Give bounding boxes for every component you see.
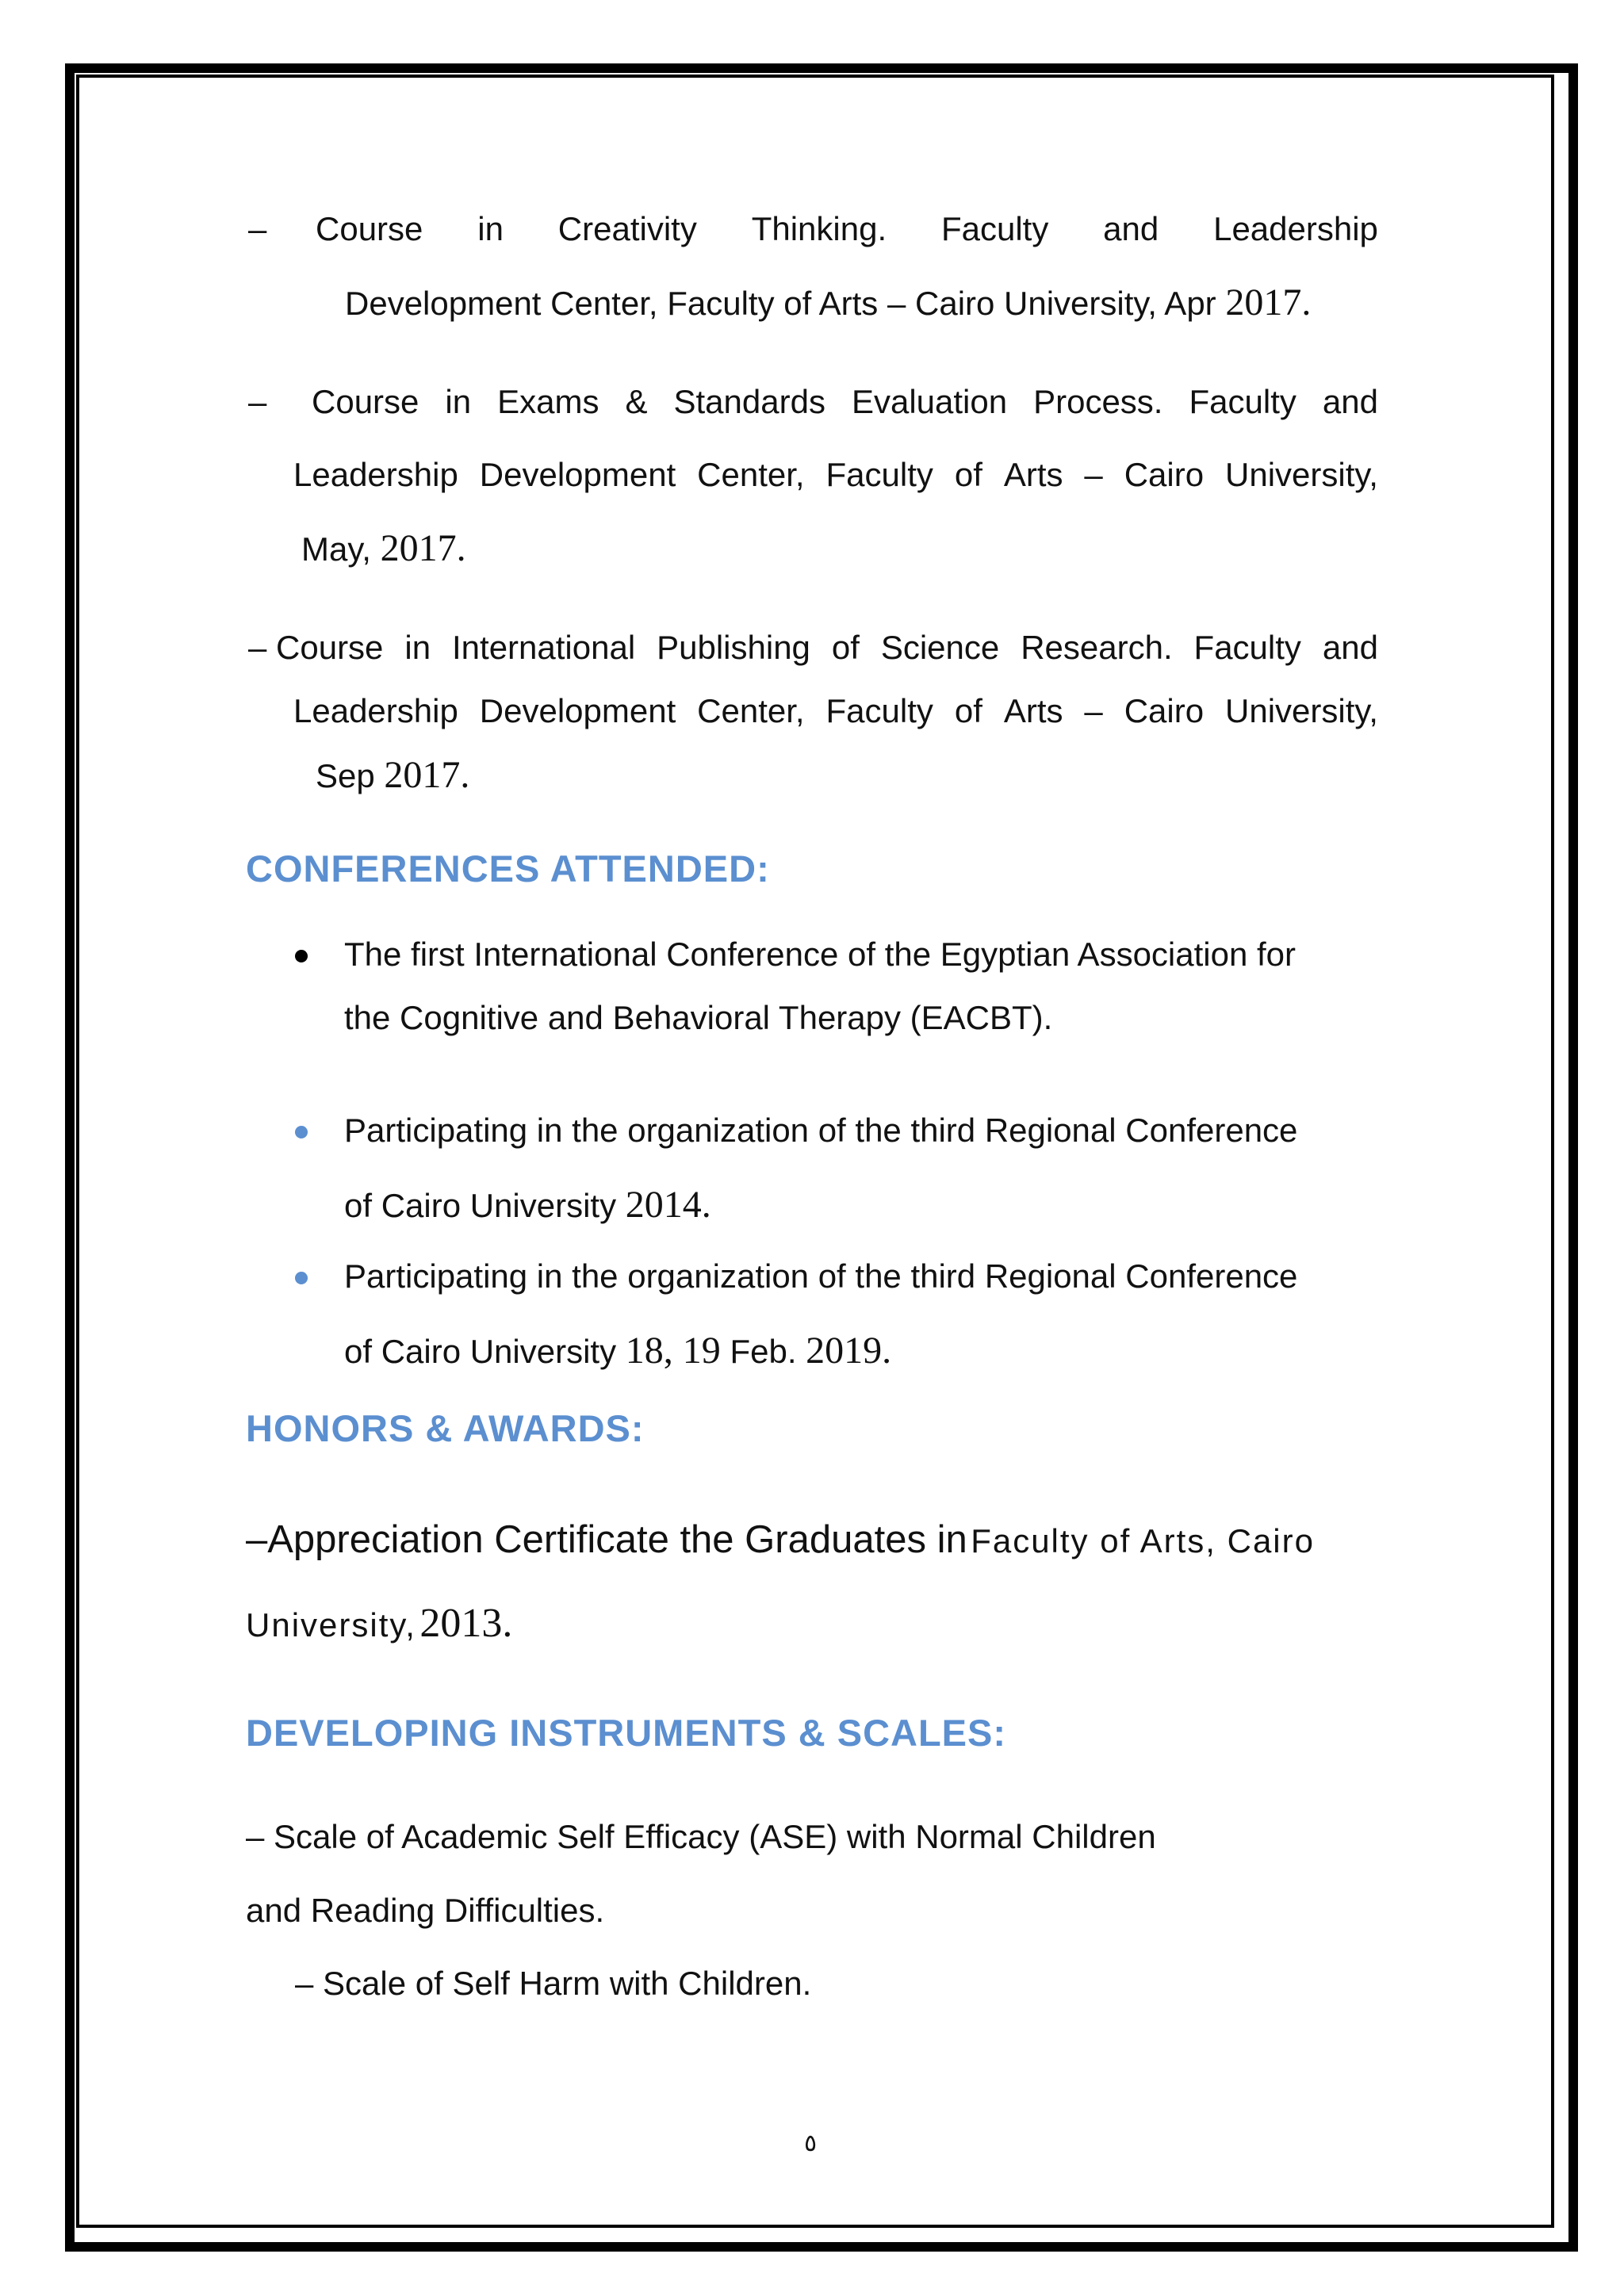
conference-3-line-2 [344, 1332, 891, 1370]
course-1-text: Development Center, Faculty of Arts – Cairo University, Apr [345, 285, 1216, 322]
word: and [1322, 383, 1378, 420]
honor-line-2 [246, 1600, 512, 1647]
honor-text: –Appreciation Certificate the Graduates in [246, 1518, 967, 1561]
word: Evaluation [851, 383, 1008, 420]
word: Center, [697, 456, 805, 493]
word: Faculty [1189, 383, 1297, 420]
bullet-icon [295, 1272, 308, 1284]
conference-1-line-2: the Cognitive and Behavioral Therapy (EACBT). [344, 999, 1053, 1036]
word: of [954, 456, 982, 493]
bullet-icon [295, 1126, 308, 1138]
conference-2-line-1: Participating in the organization of the third Regional Conference [344, 1112, 1298, 1149]
course-3-year: 2017. [384, 754, 470, 796]
word: Science [880, 629, 1000, 666]
word: Development [479, 692, 676, 729]
course-3-line-1 [248, 631, 1378, 664]
word: Thinking. [751, 210, 887, 247]
conference-3-line-1: Participating in the organization of the third Regional Conference [344, 1257, 1298, 1295]
conferences-heading: CONFERENCES ATTENDED: [246, 848, 770, 890]
course-3-line-2 [293, 692, 1378, 729]
word: Arts [1003, 692, 1063, 729]
course-2-line-2 [293, 458, 1378, 492]
word: Publishing [657, 629, 810, 666]
course-1-dash: – [248, 210, 267, 247]
conference-3-year: 2019. [806, 1330, 892, 1372]
word: Development [479, 456, 676, 493]
course-1-line-2 [345, 281, 1312, 323]
word: Leadership [293, 456, 458, 493]
word: – [1084, 456, 1103, 493]
word: in [404, 629, 431, 666]
word: of [831, 629, 860, 666]
page-number: ٥ [804, 2130, 818, 2157]
course-3-month: Sep [316, 757, 375, 794]
word: Arts [1003, 456, 1063, 493]
conference-3-month: Feb. [730, 1333, 797, 1370]
word: Cairo [1124, 456, 1205, 493]
honor-line-1 [246, 1517, 1315, 1562]
conference-3-days: 18, 19 [625, 1330, 721, 1372]
word: International [452, 629, 636, 666]
bullet-icon [295, 950, 308, 962]
honor-institution-cont: University, [246, 1606, 416, 1644]
honor-year: 2013. [419, 1601, 513, 1646]
word: in [445, 383, 472, 420]
word: Standards [673, 383, 825, 420]
word: Leadership [293, 692, 458, 729]
course-2-line-3 [301, 527, 466, 569]
course-2-dash: – [248, 383, 267, 420]
honors-heading: HONORS & AWARDS: [246, 1407, 645, 1449]
word: – Course [248, 629, 384, 666]
word: Course [316, 210, 423, 247]
conference-1-line-1: The first International Conference of the Egyptian Association for [344, 936, 1297, 973]
word: – [1084, 692, 1103, 729]
course-1-year: 2017. [1225, 281, 1312, 323]
word: Cairo [1124, 692, 1205, 729]
word: in [477, 210, 504, 247]
word: Faculty [825, 692, 933, 729]
word: and [1103, 210, 1159, 247]
instruments-heading: DEVELOPING INSTRUMENTS & SCALES: [246, 1712, 1007, 1754]
honor-institution: Faculty of Arts, Cairo [971, 1522, 1315, 1559]
conference-2-line-2 [344, 1186, 711, 1224]
conference-3-text: of Cairo University [344, 1333, 617, 1370]
course-2-year: 2017. [380, 527, 466, 569]
word: Faculty [940, 210, 1049, 247]
word: and [1322, 629, 1378, 666]
word: Faculty [825, 456, 933, 493]
word: Exams [497, 383, 599, 420]
conference-2-text: of Cairo University [344, 1187, 617, 1224]
course-2-line-1 [312, 385, 1378, 419]
word: & [625, 383, 648, 420]
instrument-2: – Scale of Self Harm with Children. [295, 1965, 812, 2002]
instrument-1-line-2: and Reading Difficulties. [246, 1892, 605, 1929]
word: Course [312, 383, 419, 420]
course-3-line-3 [316, 756, 469, 794]
word: University, [1225, 692, 1378, 729]
conference-2-year: 2014. [625, 1184, 711, 1226]
word: of [954, 692, 982, 729]
word: Center, [697, 692, 805, 729]
word: Research. [1021, 629, 1173, 666]
word: Creativity [557, 210, 697, 247]
word: Faculty [1193, 629, 1301, 666]
course-2-month: May, [301, 530, 371, 568]
word: Leadership [1213, 210, 1378, 247]
word: Process. [1033, 383, 1163, 420]
instrument-1-line-1: – Scale of Academic Self Efficacy (ASE) with Normal Children [246, 1818, 1156, 1855]
course-1-line-1 [316, 212, 1378, 246]
word: University, [1225, 456, 1378, 493]
